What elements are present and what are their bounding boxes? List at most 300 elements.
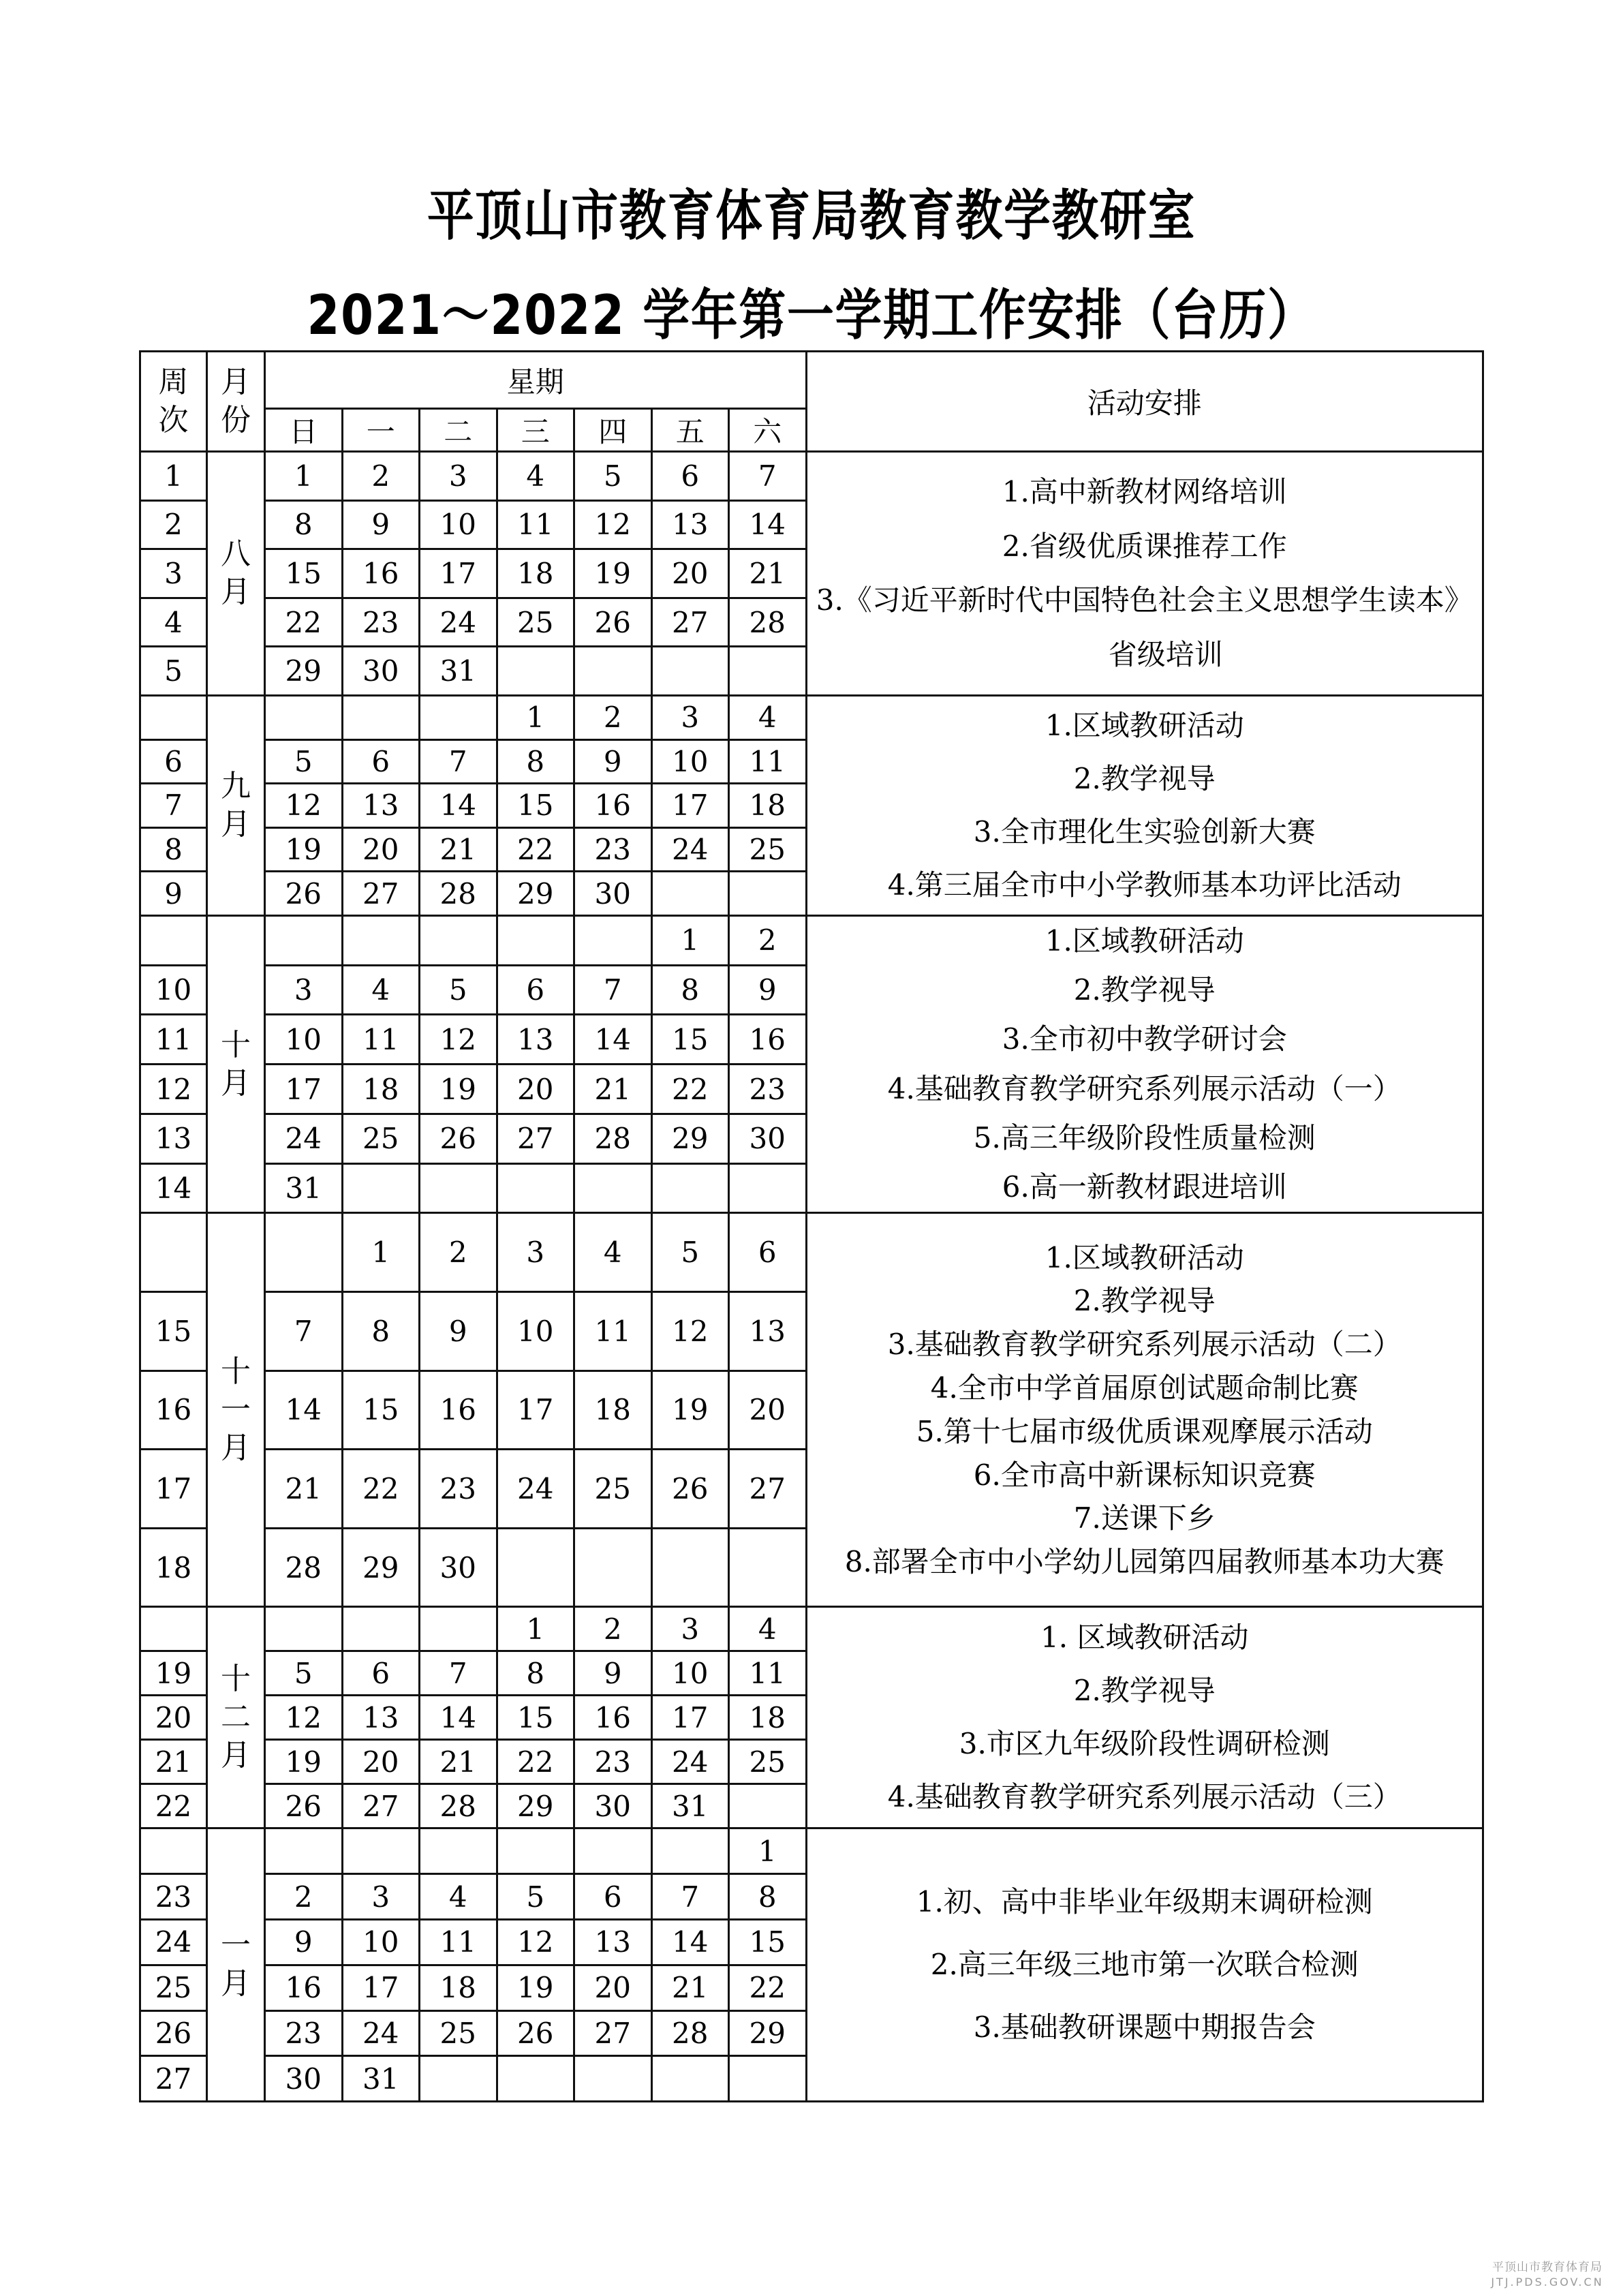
day-cell [342, 1828, 420, 1874]
day-cell: 24 [497, 1450, 574, 1529]
activity-item: 3.全市理化生实验创新大赛 [973, 814, 1316, 848]
activity-list [806, 1828, 1483, 2102]
table-header [140, 352, 1483, 452]
day-cell: 8 [651, 965, 729, 1015]
day-cell: 2 [574, 695, 652, 739]
day-cell: 12 [574, 500, 652, 549]
week-number: 19 [140, 1651, 207, 1696]
day-cell: 13 [342, 784, 420, 828]
day-cell: 27 [342, 1784, 420, 1828]
day-cell [574, 1528, 652, 1607]
day-cell: 27 [651, 598, 729, 647]
header-weekday: 六 [729, 409, 807, 452]
day-cell: 18 [342, 1065, 420, 1114]
day-cell: 26 [651, 1450, 729, 1529]
day-cell: 1 [342, 1213, 420, 1292]
week-number: 14 [140, 1163, 207, 1213]
day-cell: 11 [729, 1651, 807, 1696]
week-number: 15 [140, 1291, 207, 1371]
day-cell: 4 [574, 1213, 652, 1292]
day-cell: 24 [342, 2010, 420, 2056]
day-cell [651, 1828, 729, 1874]
day-cell: 21 [651, 1965, 729, 2010]
day-cell: 23 [265, 2010, 343, 2056]
day-cell [651, 1163, 729, 1213]
day-cell: 11 [574, 1291, 652, 1371]
activity-list [806, 915, 1483, 1212]
week-number: 25 [140, 1965, 207, 2010]
day-cell: 1 [651, 915, 729, 965]
day-cell [420, 695, 497, 739]
watermark [1472, 2260, 1623, 2290]
day-cell [497, 2056, 574, 2102]
day-cell [574, 1163, 652, 1213]
day-cell: 7 [420, 739, 497, 784]
day-cell: 14 [574, 1015, 652, 1065]
day-cell [497, 915, 574, 965]
day-cell: 29 [497, 872, 574, 916]
month-label: 十一月 [207, 1213, 265, 1607]
day-cell: 7 [574, 965, 652, 1015]
header-week: 周次 [140, 352, 207, 452]
day-cell: 9 [574, 739, 652, 784]
day-cell: 6 [497, 965, 574, 1015]
day-cell: 8 [497, 739, 574, 784]
day-cell: 24 [651, 827, 729, 872]
activity-list [806, 452, 1483, 696]
day-cell: 2 [574, 1607, 652, 1651]
day-cell: 12 [265, 784, 343, 828]
day-cell: 15 [651, 1015, 729, 1065]
day-cell: 29 [265, 647, 343, 696]
activity-item: 5.第十七届市级优质课观摩展示活动 [916, 1414, 1373, 1448]
day-cell: 18 [729, 784, 807, 828]
week-row [140, 1607, 1483, 1651]
day-cell: 30 [342, 647, 420, 696]
day-cell: 6 [342, 739, 420, 784]
day-cell: 25 [420, 2010, 497, 2056]
week-number: 17 [140, 1450, 207, 1529]
activity-item: 2.教学视导 [1073, 973, 1216, 1007]
activity-item: 2.教学视导 [1073, 1674, 1216, 1708]
day-cell: 14 [729, 500, 807, 549]
day-cell: 22 [342, 1450, 420, 1529]
day-cell: 21 [729, 549, 807, 598]
day-cell: 20 [729, 1371, 807, 1450]
day-cell [342, 1607, 420, 1651]
activity-item: 4.全市中学首届原创试题命制比赛 [930, 1371, 1359, 1405]
day-cell: 22 [651, 1065, 729, 1114]
day-cell: 22 [265, 598, 343, 647]
day-cell: 17 [342, 1965, 420, 2010]
day-cell: 6 [651, 452, 729, 501]
day-cell: 28 [420, 872, 497, 916]
week-number: 6 [140, 739, 207, 784]
day-cell: 19 [651, 1371, 729, 1450]
day-cell: 30 [574, 1784, 652, 1828]
day-cell [574, 647, 652, 696]
day-cell: 27 [729, 1450, 807, 1529]
day-cell: 7 [651, 1874, 729, 1920]
week-number: 24 [140, 1919, 207, 1965]
header-weekday-group: 星期 [265, 352, 807, 409]
day-cell [342, 1163, 420, 1213]
day-cell: 5 [497, 1874, 574, 1920]
day-cell [651, 1528, 729, 1607]
day-cell [651, 647, 729, 696]
day-cell: 3 [651, 1607, 729, 1651]
day-cell: 28 [729, 598, 807, 647]
day-cell: 26 [265, 872, 343, 916]
day-cell: 1 [497, 1607, 574, 1651]
day-cell: 19 [420, 1065, 497, 1114]
day-cell: 22 [497, 1740, 574, 1784]
day-cell: 9 [729, 965, 807, 1015]
day-cell: 10 [342, 1919, 420, 1965]
header-weekday: 三 [497, 409, 574, 452]
activity-list [806, 1213, 1483, 1607]
day-cell [729, 1163, 807, 1213]
day-cell: 8 [497, 1651, 574, 1696]
day-cell [420, 1607, 497, 1651]
day-cell: 3 [265, 965, 343, 1015]
activity-item: 4.基础教育教学研究系列展示活动（一） [887, 1071, 1402, 1105]
day-cell: 14 [420, 1696, 497, 1740]
day-cell: 25 [574, 1450, 652, 1529]
day-cell: 20 [651, 549, 729, 598]
activity-list [806, 1607, 1483, 1828]
day-cell: 10 [497, 1291, 574, 1371]
day-cell: 16 [729, 1015, 807, 1065]
day-cell [265, 1828, 343, 1874]
day-cell: 16 [420, 1371, 497, 1450]
day-cell: 26 [265, 1784, 343, 1828]
day-cell: 1 [729, 1828, 807, 1874]
week-number: 5 [140, 647, 207, 696]
document-title-line1: 平顶山市教育体育局教育教学教研室 [427, 184, 1196, 247]
day-cell: 15 [265, 549, 343, 598]
activity-item: 4.第三届全市中小学教师基本功评比活动 [887, 868, 1402, 902]
day-cell [651, 872, 729, 916]
day-cell: 17 [651, 1696, 729, 1740]
header-weekday: 二 [420, 409, 497, 452]
week-number: 16 [140, 1371, 207, 1450]
day-cell: 23 [420, 1450, 497, 1529]
day-cell: 18 [574, 1371, 652, 1450]
day-cell: 24 [651, 1740, 729, 1784]
day-cell [497, 1828, 574, 1874]
day-cell: 30 [265, 2056, 343, 2102]
day-cell [729, 1528, 807, 1607]
day-cell [729, 872, 807, 916]
day-cell: 14 [651, 1919, 729, 1965]
week-number: 1 [140, 452, 207, 501]
week-number [140, 1828, 207, 1874]
day-cell: 16 [265, 1965, 343, 2010]
day-cell [574, 2056, 652, 2102]
day-cell: 29 [497, 1784, 574, 1828]
day-cell [497, 1163, 574, 1213]
day-cell [574, 915, 652, 965]
day-cell [420, 915, 497, 965]
day-cell [420, 2056, 497, 2102]
day-cell: 27 [497, 1114, 574, 1163]
week-number [140, 1607, 207, 1651]
activity-item: 5.高三年级阶段性质量检测 [973, 1120, 1316, 1154]
day-cell: 4 [729, 695, 807, 739]
day-cell: 5 [265, 739, 343, 784]
day-cell: 7 [420, 1651, 497, 1696]
day-cell: 22 [729, 1965, 807, 2010]
day-cell: 4 [497, 452, 574, 501]
week-number [140, 695, 207, 739]
day-cell [265, 915, 343, 965]
day-cell: 18 [420, 1965, 497, 2010]
day-cell: 26 [420, 1114, 497, 1163]
day-cell: 29 [342, 1528, 420, 1607]
day-cell: 28 [420, 1784, 497, 1828]
day-cell: 2 [729, 915, 807, 965]
week-row [140, 1213, 1483, 1292]
day-cell: 6 [729, 1213, 807, 1292]
week-number: 4 [140, 598, 207, 647]
month-label: 八月 [207, 452, 265, 696]
week-number: 12 [140, 1065, 207, 1114]
header-activities: 活动安排 [806, 352, 1483, 452]
activity-item: 1.高中新教材网络培训 [1002, 474, 1287, 508]
week-number: 23 [140, 1874, 207, 1920]
day-cell [420, 1828, 497, 1874]
day-cell: 12 [497, 1919, 574, 1965]
day-cell: 30 [574, 872, 652, 916]
day-cell [497, 1528, 574, 1607]
day-cell: 13 [574, 1919, 652, 1965]
activity-item: 3.《习近平新时代中国特色社会主义思想学生读本》省级培训 [816, 583, 1473, 672]
header-month: 月份 [207, 352, 265, 452]
day-cell: 22 [497, 827, 574, 872]
day-cell: 16 [574, 784, 652, 828]
day-cell: 5 [651, 1213, 729, 1292]
day-cell: 14 [420, 784, 497, 828]
day-cell: 21 [420, 827, 497, 872]
day-cell: 25 [729, 827, 807, 872]
header-weekday: 日 [265, 409, 343, 452]
day-cell: 13 [497, 1015, 574, 1065]
day-cell: 23 [574, 827, 652, 872]
header-weekday: 一 [342, 409, 420, 452]
day-cell: 7 [729, 452, 807, 501]
day-cell [420, 1163, 497, 1213]
activity-item: 1.区域教研活动 [1045, 923, 1244, 958]
week-number [140, 915, 207, 965]
activity-item: 4.基础教育教学研究系列展示活动（三） [887, 1780, 1402, 1814]
day-cell: 13 [342, 1696, 420, 1740]
day-cell: 15 [342, 1371, 420, 1450]
day-cell: 1 [497, 695, 574, 739]
day-cell: 5 [420, 965, 497, 1015]
week-number: 11 [140, 1015, 207, 1065]
day-cell [729, 2056, 807, 2102]
day-cell [574, 1828, 652, 1874]
calendar-table [139, 350, 1484, 2102]
day-cell: 23 [729, 1065, 807, 1114]
day-cell: 29 [651, 1114, 729, 1163]
day-cell: 28 [651, 2010, 729, 2056]
day-cell: 9 [265, 1919, 343, 1965]
header-weekday: 五 [651, 409, 729, 452]
day-cell: 4 [420, 1874, 497, 1920]
day-cell [265, 1607, 343, 1651]
day-cell: 24 [265, 1114, 343, 1163]
week-number: 27 [140, 2056, 207, 2102]
day-cell: 31 [651, 1784, 729, 1828]
day-cell: 9 [574, 1651, 652, 1696]
header-weekday: 四 [574, 409, 652, 452]
day-cell [729, 647, 807, 696]
day-cell: 23 [574, 1740, 652, 1784]
day-cell: 13 [651, 500, 729, 549]
day-cell: 18 [497, 549, 574, 598]
activity-item: 2.高三年级三地市第一次联合检测 [930, 1948, 1359, 1981]
day-cell: 4 [729, 1607, 807, 1651]
day-cell [265, 695, 343, 739]
activity-list [806, 695, 1483, 915]
day-cell: 6 [342, 1651, 420, 1696]
day-cell: 24 [420, 598, 497, 647]
day-cell: 20 [342, 827, 420, 872]
week-number: 2 [140, 500, 207, 549]
day-cell: 11 [497, 500, 574, 549]
day-cell: 28 [574, 1114, 652, 1163]
day-cell: 3 [342, 1874, 420, 1920]
week-number: 21 [140, 1740, 207, 1784]
day-cell: 3 [651, 695, 729, 739]
day-cell: 26 [497, 2010, 574, 2056]
day-cell: 11 [342, 1015, 420, 1065]
watermark-url: JTJ.PDS.GOV.CN [1491, 2276, 1604, 2289]
activity-item: 2.教学视导 [1073, 761, 1216, 795]
week-number: 9 [140, 872, 207, 916]
day-cell: 30 [729, 1114, 807, 1163]
day-cell: 17 [651, 784, 729, 828]
day-cell: 14 [265, 1371, 343, 1450]
activity-item: 1.区域教研活动 [1045, 1240, 1244, 1274]
activity-item: 2.教学视导 [1073, 1284, 1216, 1318]
day-cell: 20 [342, 1740, 420, 1784]
day-cell: 3 [420, 452, 497, 501]
day-cell: 18 [729, 1696, 807, 1740]
activity-item: 7.送课下乡 [1073, 1501, 1216, 1535]
week-number: 20 [140, 1696, 207, 1740]
day-cell: 5 [574, 452, 652, 501]
day-cell: 25 [497, 598, 574, 647]
activity-item: 1. 区域教研活动 [1040, 1621, 1249, 1655]
day-cell: 6 [574, 1874, 652, 1920]
activity-item: 3.基础教育教学研究系列展示活动（二） [887, 1328, 1402, 1362]
day-cell [497, 647, 574, 696]
day-cell: 10 [651, 1651, 729, 1696]
day-cell: 11 [729, 739, 807, 784]
week-row [140, 452, 1483, 501]
day-cell: 9 [420, 1291, 497, 1371]
day-cell: 19 [497, 1965, 574, 2010]
month-label: 十二月 [207, 1607, 265, 1828]
day-cell [651, 2056, 729, 2102]
day-cell: 20 [574, 1965, 652, 2010]
watermark-org: 平顶山市教育体育局 [1492, 2261, 1603, 2274]
day-cell: 15 [729, 1919, 807, 1965]
table-body [140, 452, 1483, 2102]
day-cell: 10 [420, 500, 497, 549]
day-cell: 1 [265, 452, 343, 501]
week-number: 8 [140, 827, 207, 872]
day-cell: 12 [420, 1015, 497, 1065]
day-cell: 7 [265, 1291, 343, 1371]
activity-item: 6.全市高中新课标知识竞赛 [973, 1458, 1316, 1492]
week-number: 10 [140, 965, 207, 1015]
day-cell [265, 1213, 343, 1292]
day-cell: 30 [420, 1528, 497, 1607]
week-row [140, 1828, 1483, 1874]
day-cell: 19 [265, 1740, 343, 1784]
activity-item: 3.全市初中教学研讨会 [1002, 1022, 1287, 1056]
day-cell: 9 [342, 500, 420, 549]
day-cell: 31 [420, 647, 497, 696]
day-cell: 25 [342, 1114, 420, 1163]
day-cell: 19 [574, 549, 652, 598]
day-cell: 2 [342, 452, 420, 501]
day-cell: 11 [420, 1919, 497, 1965]
day-cell: 12 [265, 1696, 343, 1740]
day-cell: 27 [574, 2010, 652, 2056]
activity-item: 8.部署全市中小学幼儿园第四届教师基本功大赛 [844, 1545, 1444, 1579]
day-cell: 2 [420, 1213, 497, 1292]
day-cell: 27 [342, 872, 420, 916]
activity-item: 1.区域教研活动 [1045, 708, 1244, 742]
day-cell: 20 [497, 1065, 574, 1114]
day-cell: 12 [651, 1291, 729, 1371]
day-cell: 17 [265, 1065, 343, 1114]
week-row [140, 695, 1483, 739]
day-cell: 17 [497, 1371, 574, 1450]
day-cell [729, 1784, 807, 1828]
day-cell: 29 [729, 2010, 807, 2056]
month-label: 一月 [207, 1828, 265, 2102]
day-cell: 15 [497, 784, 574, 828]
week-number: 18 [140, 1528, 207, 1607]
day-cell: 5 [265, 1651, 343, 1696]
day-cell: 17 [420, 549, 497, 598]
day-cell: 4 [342, 965, 420, 1015]
day-cell: 28 [265, 1528, 343, 1607]
day-cell: 10 [265, 1015, 343, 1065]
activity-item: 3.市区九年级阶段性调研检测 [959, 1727, 1330, 1761]
week-number: 13 [140, 1114, 207, 1163]
day-cell: 8 [342, 1291, 420, 1371]
day-cell: 15 [497, 1696, 574, 1740]
document-title-line2: 2021～2022 学年第一学期工作安排（台历） [307, 284, 1316, 347]
day-cell: 26 [574, 598, 652, 647]
activity-item: 2.省级优质课推荐工作 [1002, 529, 1287, 563]
activity-item: 1.初、高中非毕业年级期末调研检测 [916, 1884, 1373, 1918]
day-cell [342, 915, 420, 965]
month-label: 十月 [207, 915, 265, 1212]
week-number: 22 [140, 1784, 207, 1828]
day-cell: 8 [729, 1874, 807, 1920]
month-label: 九月 [207, 695, 265, 915]
day-cell: 23 [342, 598, 420, 647]
day-cell: 2 [265, 1874, 343, 1920]
